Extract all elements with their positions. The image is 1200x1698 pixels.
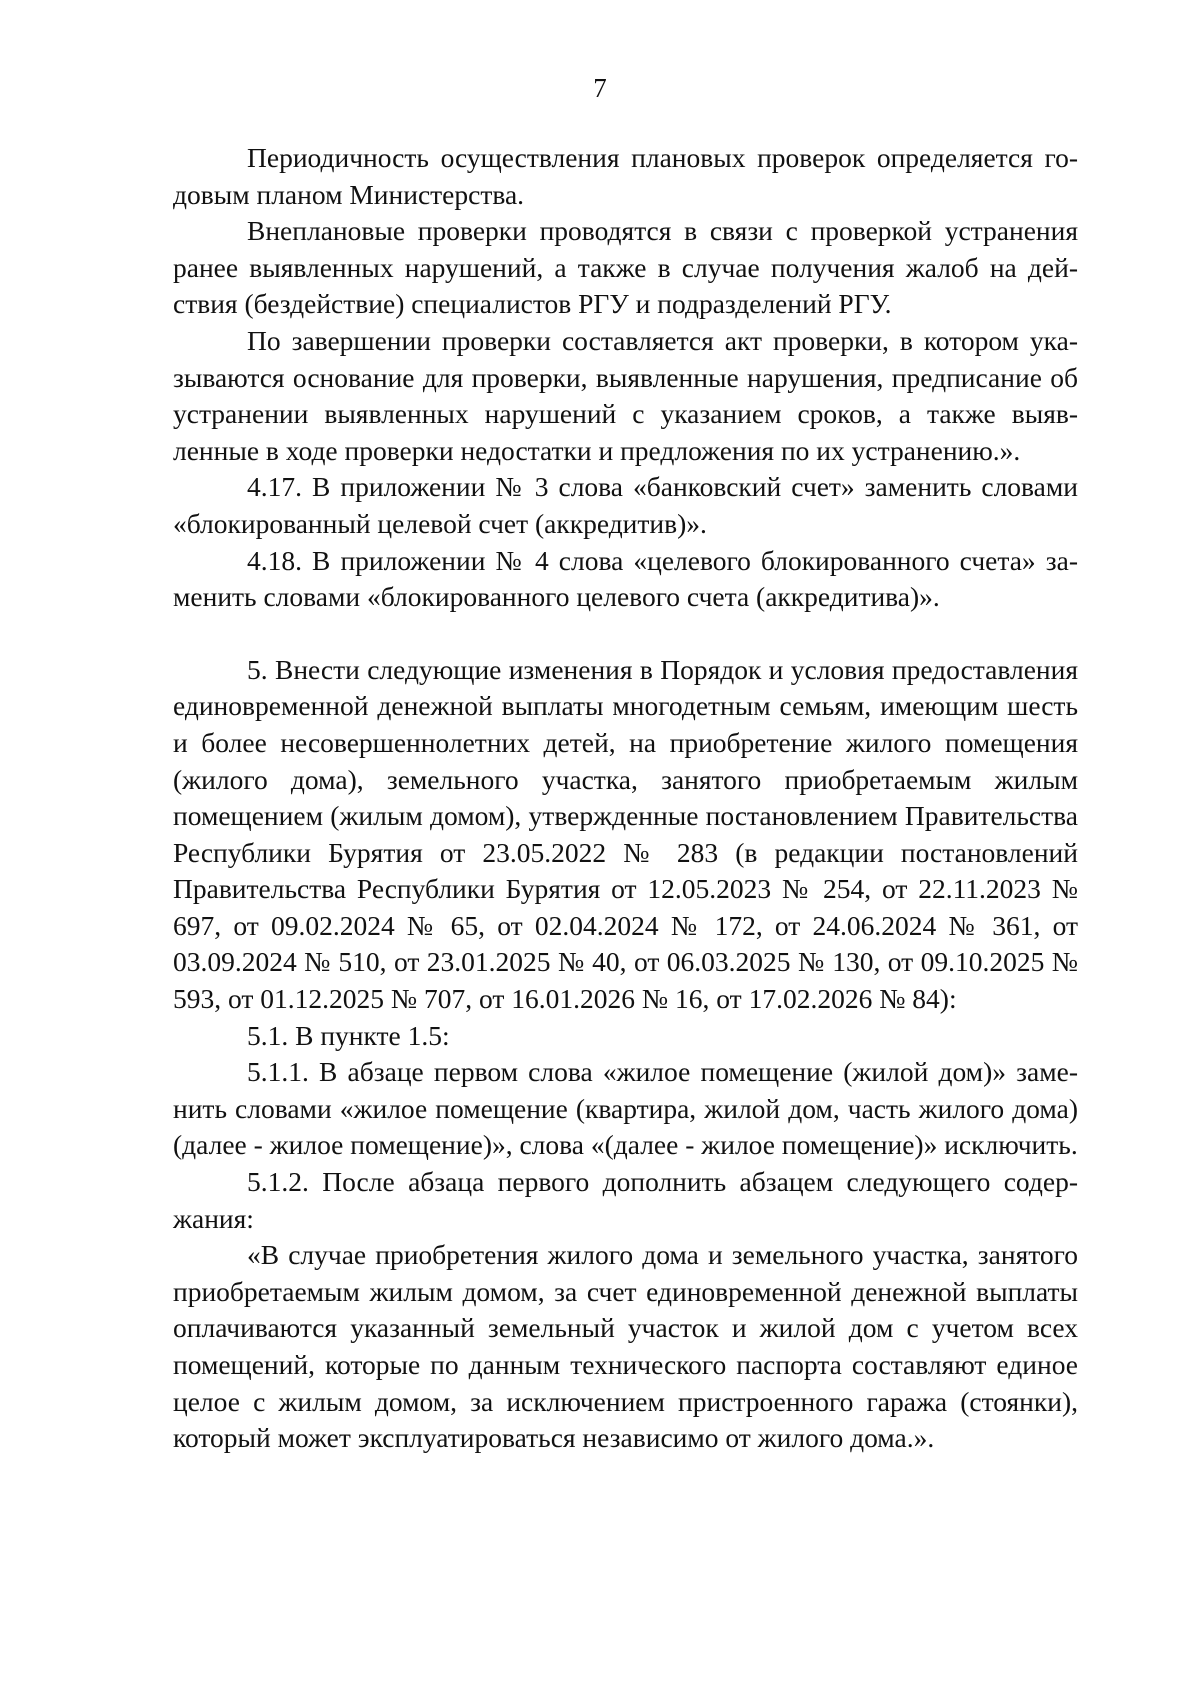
paragraph-item-5-1-2: 5.1.2. После абзаца первого дополнить абзацем следующего содержания:: [173, 1166, 1078, 1234]
paragraph-inspection-act: По завершении проверки составляется акт проверки, в котором указываются основание для проверки, выявленные нарушения, предписание об устранении выявленных нарушений с указанием сроков, а также выявленные в ходе проверки недостатки и предложения по их устранению.».: [173, 324, 1078, 466]
page-number: 7: [593, 73, 607, 103]
paragraph-item-4-18: 4.18. В приложении № 4 слова «целевого блокированного счета» заменить словами «блокированного целевого счета (аккредитива)».: [173, 544, 1078, 613]
paragraph-unplanned-inspections: Внеплановые проверки проводятся в связи с проверкой устранения ранее выявленных нарушений, а также в случае получения жалоб на действия (бездействие) специалистов РГУ и подразделений РГУ.: [173, 215, 1078, 320]
section-spacer: [173, 616, 1078, 652]
paragraph-quoted-addition: «В случае приобретения жилого дома и земельного участка, занятого приобретаемым жилым домом, за счет единовременной денежной выплаты оплачиваются указанный земельный участок и жилой дом с учетом всех помещений, которые по данным технического паспорта составляют единое целое с жилым домом, за исключением пристроенного гаража (стоянки), который может эксплуатироваться независимо от жилого дома.».: [173, 1239, 1078, 1454]
paragraph-item-5-1: 5.1. В пункте 1.5:: [247, 1019, 450, 1051]
paragraph-periodicity: Периодичность осуществления плановых проверок определяется годовым планом Министерства.: [173, 142, 1078, 210]
paragraph-item-5-1-1: 5.1.1. В абзаце первом слова «жилое помещение (жилой дом)» заменить словами «жилое помещение (квартира, жилой дом, часть жилого дома) (далее - жилое помещение)», слова «(далее - жилое помещение)» исключить.: [173, 1056, 1078, 1161]
paragraph-item-4-17: 4.17. В приложении № 3 слова «банковский счет» заменить словами «блокированный целевой счет (аккредитив)».: [173, 471, 1078, 539]
document-body: [173, 140, 1078, 1457]
paragraph-item-5: 5. Внести следующие изменения в Порядок и условия предоставления единовременной денежной выплаты многодетным семьям, имеющим шесть и более несовершеннолетних детей, на приобретение жилого помещения (жилого дома), земельного участка, занятого приобретаемым жилым помещением (жилым домом), утвержденные постановлением Правительства Республики Бурятия от 23.05.2022 № 283 (в редакции постановлений Правительства Республики Бурятия от 12.05.2023 № 254, от 22.11.2023 № 697, от 09.02.2024 № 65, от 02.04.2024 № 172, от 24.06.2024 № 361, от 03.09.2024 № 510, от 23.01.2025 № 40, от 06.03.2025 № 130, от 09.10.2025 № 593, от 01.12.2025 № 707, от 16.01.2026 № 16, от 17.02.2026 № 84):: [173, 653, 1078, 1015]
